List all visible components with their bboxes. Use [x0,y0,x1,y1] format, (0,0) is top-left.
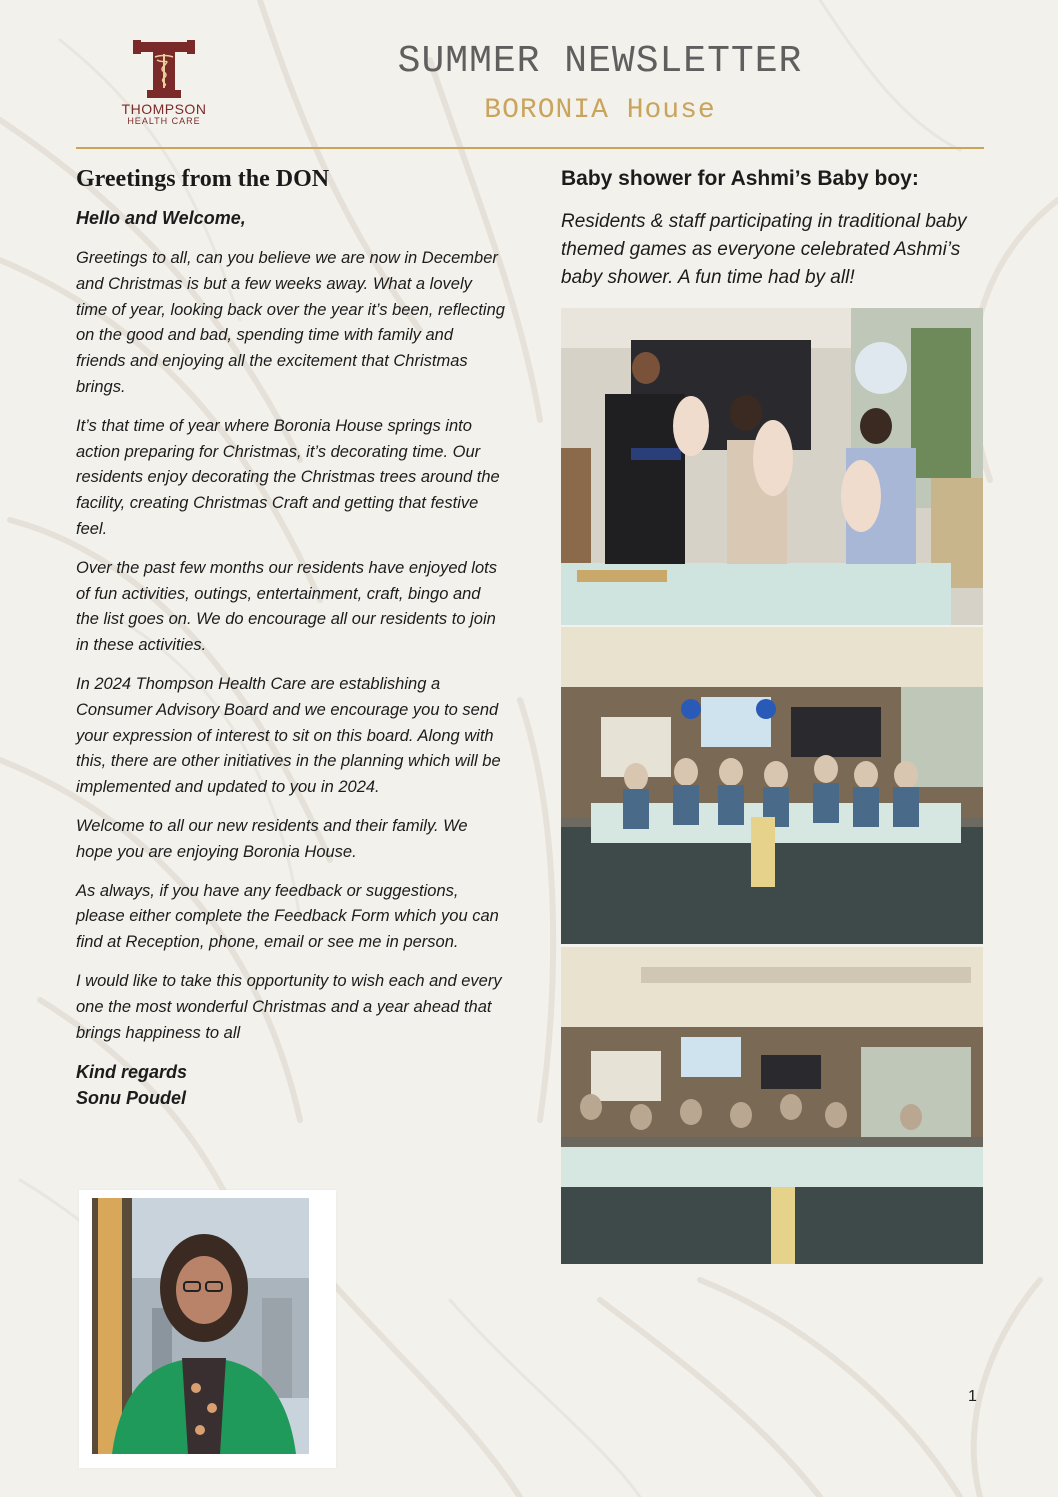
header-divider [76,147,984,149]
baby-shower-column [561,160,985,292]
newsletter-title: SUMMER NEWSLETTER [397,40,803,83]
baby-shower-intro: Residents & staff participating in traditional baby themed games as everyone celebrated Ashmi’s baby shower. A fun time had by all! [561,211,967,288]
newsletter-subtitle: BORONIA House [484,95,716,126]
paragraph: Welcome to all our new residents and their family. We hope you are enjoying Boronia House. [76,816,468,861]
paragraph: In 2024 Thompson Health Care are establishing a Consumer Advisory Board and we encourage you to send your expression of interest to sit on this board. Along with this, there are other initiatives in the planning which will be implemented and updated to you in 2024. [76,674,501,797]
don-portrait-frame [79,1190,336,1468]
signoff-name: Sonu Poudel [76,1088,186,1109]
logo-subtitle: HEALTH CARE [127,116,201,126]
logo-name: THOMPSON [121,101,207,117]
baby-shower-photo-3 [561,947,983,1264]
don-greeting-column [76,160,506,1111]
page-number: 1 [968,1388,977,1405]
don-heading: Greetings from the DON [76,166,330,192]
paragraph: As always, if you have any feedback or suggestions, please either complete the Feedback Form which you can find at Reception, phone, email or see me in person. [76,881,499,952]
thompson-health-care-logo [112,38,216,134]
signoff-regards: Kind regards [76,1062,188,1083]
paragraph: I would like to take this opportunity to wish each and every one the most wonderful Christmas and a year ahead that brings happiness to all [76,971,502,1042]
greeting-line: Hello and Welcome, [76,208,246,228]
paragraph: Greetings to all, can you believe we are now in December and Christmas is but a few weeks away. What a lovely time of year, looking back over the year it’s been, reflecting on the good and bad, spending time with family and friends and enjoying all the excitement that Christmas brings. [76,249,505,396]
don-portrait-photo [92,1198,309,1454]
baby-shower-heading: Baby shower for Ashmi’s Baby boy: [561,167,919,190]
caduceus-t-icon [133,38,195,100]
paragraph: It’s that time of year where Boronia House springs into action preparing for Christmas, it’s decorating time. Our residents enjoy decorating the Christmas trees around the facility, creating Christmas Craft and getting that festive feel. [76,416,500,538]
baby-shower-photo-1 [561,308,983,625]
paragraph: Over the past few months our residents have enjoyed lots of fun activities, outings, entertainment, craft, bingo and the list goes on. We do encourage all our residents to join in these activities. [76,558,497,655]
baby-shower-photo-2 [561,627,983,944]
